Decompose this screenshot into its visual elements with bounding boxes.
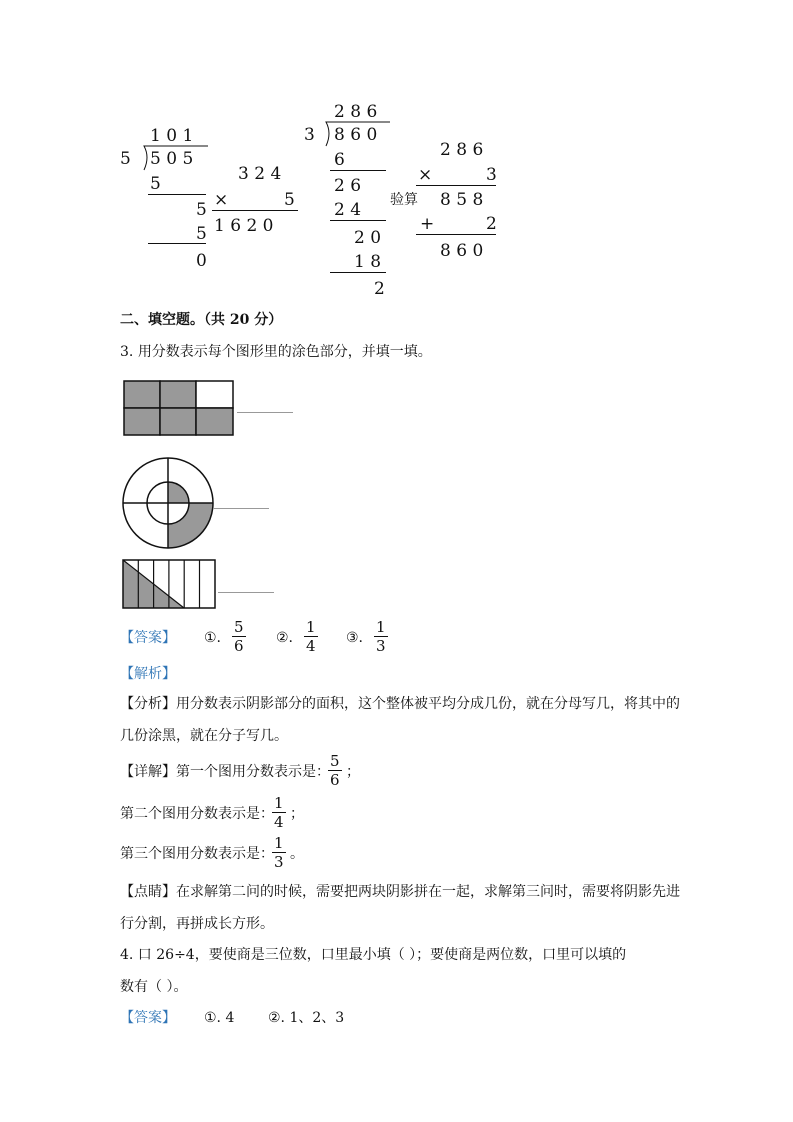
fraction: $\frac{1}{4}$	[274, 794, 284, 831]
times-sign: ×	[418, 165, 433, 185]
step: 5	[196, 200, 207, 220]
fraction: $\frac{1}{3}$	[376, 618, 386, 655]
product: 1 6 2 0	[214, 216, 274, 236]
divider-line	[212, 210, 298, 211]
step: 1 8	[354, 252, 382, 272]
step: 2 0	[354, 228, 382, 248]
quotient: 2 8 6	[334, 102, 378, 122]
answer-tag: 【答案】	[120, 1010, 176, 1026]
step: 6	[334, 150, 345, 170]
remainder: 2	[374, 279, 385, 299]
plus-sign: +	[420, 214, 435, 234]
question-4-line: 4. 口 26÷4，要使商是三位数，口里最小填（ ）；要使商是两位数，口里可以填的	[120, 947, 627, 963]
divisor: 5	[120, 149, 131, 169]
answer-blank	[218, 592, 274, 593]
divider-line	[148, 194, 206, 195]
answer-marker: ①.	[204, 630, 222, 646]
dianjing-tag: 【点睛】	[120, 884, 176, 900]
answer-value: ①. 4	[204, 1010, 235, 1026]
answer-marker: ②.	[276, 630, 294, 646]
fraction: $\frac{1}{4}$	[306, 618, 316, 655]
answer-tag: 【答案】	[120, 630, 176, 646]
section-heading: 二、填空题。（共 20 分）	[120, 312, 283, 328]
step: 5	[150, 174, 161, 194]
remainder: 0	[196, 251, 207, 271]
question-text: 用分数表示每个图形里的涂色部分，并填一填。	[137, 344, 432, 360]
times-sign: ×	[214, 190, 229, 210]
figure-concentric-circles	[122, 457, 214, 549]
fraction: $\frac{5}{6}$	[330, 752, 340, 789]
sum: 8 6 0	[440, 241, 484, 261]
divider-line	[330, 220, 386, 221]
question-4-line: 数有（ ）。	[120, 979, 188, 995]
question-3	[120, 342, 432, 362]
figure-rect-grid	[123, 380, 235, 437]
step: 2 6	[334, 176, 362, 196]
divider-line	[416, 185, 496, 186]
dividend: 8 6 0	[334, 125, 378, 145]
detail-line-1: 【详解】第一个图用分数表示是： $\frac{5}{6}$ ；	[120, 752, 360, 789]
answer-blank	[213, 508, 269, 509]
answer-row	[120, 618, 440, 658]
fraction: $\frac{1}{3}$	[274, 834, 284, 871]
divider-line	[416, 234, 496, 235]
addend: 2	[486, 214, 497, 234]
answer-marker: ③.	[346, 630, 364, 646]
analysis-line: 几份涂黑，就在分子写几。	[120, 728, 288, 744]
multiplicand: 3 2 4	[238, 164, 282, 184]
answer-value: ②. 1、2、3	[268, 1010, 345, 1026]
figure-striped-rect	[122, 559, 217, 610]
fraction: $\frac{5}{6}$	[234, 618, 244, 655]
divider-line	[148, 243, 206, 244]
step: 2 4	[334, 200, 362, 220]
multiplier: 5	[284, 190, 295, 210]
divider-line	[330, 170, 386, 171]
multiplier: 3	[486, 165, 497, 185]
divisor: 3	[304, 125, 315, 145]
detail-line-2: 第二个图用分数表示是： $\frac{1}{4}$ ；	[120, 794, 304, 831]
dianjing-line: 行分割，再拼成长方形。	[120, 916, 274, 932]
check-label: 验算	[390, 192, 418, 208]
product: 8 5 8	[440, 190, 484, 210]
answer-blank	[237, 412, 293, 413]
fenxi-text: 用分数表示阴影部分的面积，这个整体被平均分成几份，就在分母写几，将其中的	[176, 696, 680, 712]
multiplicand: 2 8 6	[440, 140, 484, 160]
fenxi-tag: 【分析】	[120, 696, 176, 712]
quotient: 1 0 1	[150, 126, 194, 146]
detail-line-3: 第三个图用分数表示是： $\frac{1}{3}$ 。	[120, 834, 304, 871]
answer-row	[120, 1008, 420, 1028]
analysis-tag: 【解析】	[120, 666, 176, 682]
analysis-line	[120, 694, 680, 714]
dianjing-line: 【点睛】在求解第二问的时候，需要把两块阴影拼在一起，求解第三问时，需要将阴影先进	[120, 884, 680, 900]
xiangjie-tag: 【详解】	[120, 764, 176, 780]
step: 5	[196, 224, 207, 244]
divider-line	[330, 272, 386, 273]
question-number: 3.	[120, 344, 134, 360]
dividend: 5 0 5	[150, 149, 194, 169]
